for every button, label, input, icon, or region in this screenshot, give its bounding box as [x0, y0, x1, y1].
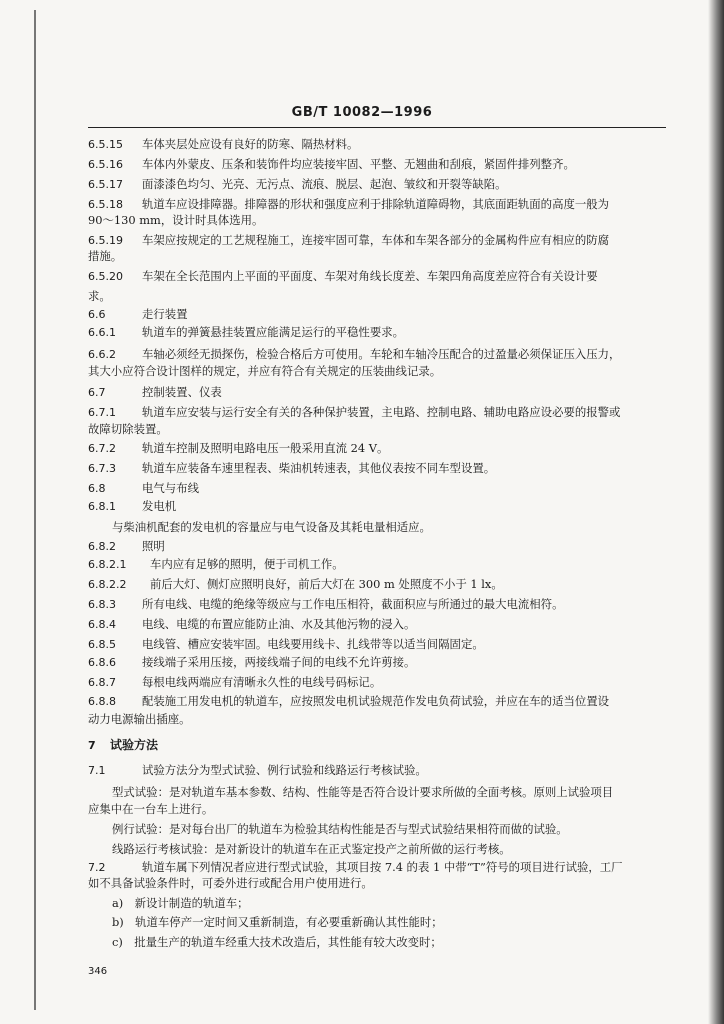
clause-text: 每根电线两端应有清晰永久性的电线号码标记。 [142, 675, 382, 689]
clause-number: 6.8.5 [88, 638, 116, 651]
clause-number: 6.5.15 [88, 138, 123, 151]
clause-line [88, 675, 668, 690]
clause-line [88, 325, 668, 340]
clause-line [88, 269, 668, 284]
clause-number: 7.2 [88, 861, 106, 874]
indented-line: b) 轨道车停产一定时间又重新制造，有必要重新确认其性能时； [112, 915, 443, 929]
clause-line [88, 157, 668, 172]
clause-text: 所有电线、电缆的绝缘等级应与工作电压相符，截面积应与所通过的最大电流相符。 [142, 597, 564, 611]
clause-number: 7.1 [88, 764, 106, 777]
clause-text: 接线端子采用压接，两接线端子间的电线不允许剪接。 [142, 655, 416, 669]
clause-line [88, 617, 668, 632]
indented-line: a) 新设计制造的轨道车； [112, 896, 249, 910]
clause-number: 6.8.3 [88, 598, 116, 611]
binding-rule [34, 10, 36, 1010]
clause-line [88, 197, 668, 212]
clause-number: 6.5.19 [88, 234, 123, 247]
clause-number: 6.8.2 [88, 540, 116, 553]
continuation-line: 其大小应符合设计图样的规定，并应有符合有关规定的压装曲线记录。 [88, 364, 442, 378]
clause-text: 车体内外蒙皮、压条和装饰件均应装接牢固、平整、无翘曲和刮痕，紧固件排列整齐。 [142, 157, 575, 171]
continuation-line: 应集中在一台车上进行。 [88, 802, 214, 816]
clause-line [88, 441, 668, 456]
clause-line [88, 385, 668, 400]
clause-text: 电线管、槽应安装牢固。电线要用线卡、扎线带等以适当间隔固定。 [142, 637, 484, 651]
page-number: 346 [88, 966, 108, 977]
clause-number: 6.8.2.1 [88, 558, 127, 571]
clause-text: 走行装置 [142, 307, 188, 321]
clause-line [88, 860, 668, 875]
clause-line [88, 694, 668, 709]
clause-number: 6.6 [88, 308, 106, 321]
clause-line [88, 461, 668, 476]
clause-line [88, 347, 668, 362]
standard-code-header: GB/T 10082—1996 [291, 105, 433, 120]
clause-number: 6.7.3 [88, 462, 116, 475]
clause-number: 6.8.4 [88, 618, 116, 631]
clause-text: 轨道车应装备车速里程表、柴油机转速表，其他仪表按不同车型设置。 [142, 461, 496, 475]
continuation-line: 90～130 mm，设计时具体选用。 [88, 213, 264, 227]
clause-text: 前后大灯、侧灯应照明良好，前后大灯在 300 m 处照度不小于 1 lx。 [150, 577, 503, 591]
scan-edge-shadow [708, 0, 724, 1024]
clause-number: 6.6.2 [88, 348, 116, 361]
clause-text: 面漆漆色均匀、光亮、无污点、流痕、脱层、起泡、皱纹和开裂等缺陷。 [142, 177, 507, 191]
clause-text: 轨道车属下列情况者应进行型式试验，其项目按 7.4 的表 1 中带“T”符号的项目进行试验，工厂 [142, 860, 623, 874]
clause-line [88, 233, 668, 248]
clause-line [88, 597, 668, 612]
clause-line [88, 499, 668, 514]
clause-line [88, 577, 668, 592]
clause-text: 照明 [142, 539, 165, 553]
clause-text: 车架在全长范围内上平面的平面度、车架对角线长度差、车架四角高度差应符合有关设计要 [142, 269, 598, 283]
clause-line [88, 307, 668, 322]
continuation-line: 措施。 [88, 249, 123, 263]
clause-text: 电气与布线 [142, 481, 199, 495]
clause-number: 6.8.7 [88, 676, 116, 689]
clause-number: 6.8.1 [88, 500, 116, 513]
clause-line [88, 481, 668, 496]
clause-number: 6.7.2 [88, 442, 116, 455]
header-rule [88, 127, 666, 128]
clause-text: 轨道车应设排障器。排障器的形状和强度应利于排除轨道障碍物，其底面距轨面的高度一般为 [142, 197, 610, 211]
clause-line [88, 557, 668, 572]
clause-line [88, 655, 668, 670]
clause-text: 车内应有足够的照明，便于司机工作。 [150, 557, 344, 571]
clause-text: 试验方法分为型式试验、例行试验和线路运行考核试验。 [142, 763, 427, 777]
clause-line [88, 637, 668, 652]
clause-line [88, 137, 668, 152]
clause-number: 6.5.20 [88, 270, 123, 283]
clause-text: 轨道车控制及照明电路电压一般采用直流 24 V。 [142, 441, 389, 455]
clause-text: 控制装置、仪表 [142, 385, 222, 399]
clause-text: 车体夹层处应设有良好的防寒、隔热材料。 [142, 137, 359, 151]
clause-number: 6.7 [88, 386, 106, 399]
clause-number: 6.5.18 [88, 198, 123, 211]
clause-number: 6.7.1 [88, 406, 116, 419]
clause-number: 6.5.17 [88, 178, 123, 191]
clause-line [88, 539, 668, 554]
clause-text: 轨道车应安装与运行安全有关的各种保护装置，主电路、控制电路、辅助电路应设必要的报警或 [142, 405, 621, 419]
clause-line [88, 177, 668, 192]
section-7-heading: 7 试验方法 [88, 738, 159, 752]
indented-line: 型式试验：是对轨道车基本参数、结构、性能等是否符合设计要求所做的全面考核。原则上试验项目 [112, 785, 614, 799]
continuation-line: 求。 [88, 289, 111, 303]
clause-number: 6.8.2.2 [88, 578, 127, 591]
indented-line: 例行试验：是对每台出厂的轨道车为检验其结构性能是否与型式试验结果相符而做的试验。 [112, 822, 568, 836]
clause-number: 6.8 [88, 482, 106, 495]
clause-number: 6.8.8 [88, 695, 116, 708]
clause-number: 6.6.1 [88, 326, 116, 339]
clause-text: 轨道车的弹簧悬挂装置应能满足运行的平稳性要求。 [142, 325, 404, 339]
clause-line [88, 763, 668, 778]
clause-text: 发电机 [142, 499, 177, 513]
continuation-line: 动力电源输出插座。 [88, 712, 191, 726]
indented-line: c) 批量生产的轨道车经重大技术改造后，其性能有较大改变时； [112, 935, 442, 949]
clause-text: 电线、电缆的布置应能防止油、水及其他污物的浸入。 [142, 617, 416, 631]
clause-line [88, 405, 668, 420]
indented-line: 与柴油机配套的发电机的容量应与电气设备及其耗电量相适应。 [112, 520, 431, 534]
continuation-line: 如不具备试验条件时，可委外进行或配合用户使用进行。 [88, 876, 373, 890]
clause-text: 车架应按规定的工艺规程施工，连接牢固可靠，车体和车架各部分的金属构件应有相应的防腐 [142, 233, 610, 247]
clause-text: 车轴必须经无损探伤，检验合格后方可使用。车轮和车轴冷压配合的过盈量必须保证压入压力， [142, 347, 621, 361]
clause-number: 6.5.16 [88, 158, 123, 171]
indented-line: 线路运行考核试验：是对新设计的轨道车在正式鉴定投产之前所做的运行考核。 [112, 842, 511, 856]
continuation-line: 故障切除装置。 [88, 422, 168, 436]
clause-text: 配装施工用发电机的轨道车，应按照发电机试验规范作发电负荷试验，并应在车的适当位置设 [142, 694, 610, 708]
clause-number: 6.8.6 [88, 656, 116, 669]
